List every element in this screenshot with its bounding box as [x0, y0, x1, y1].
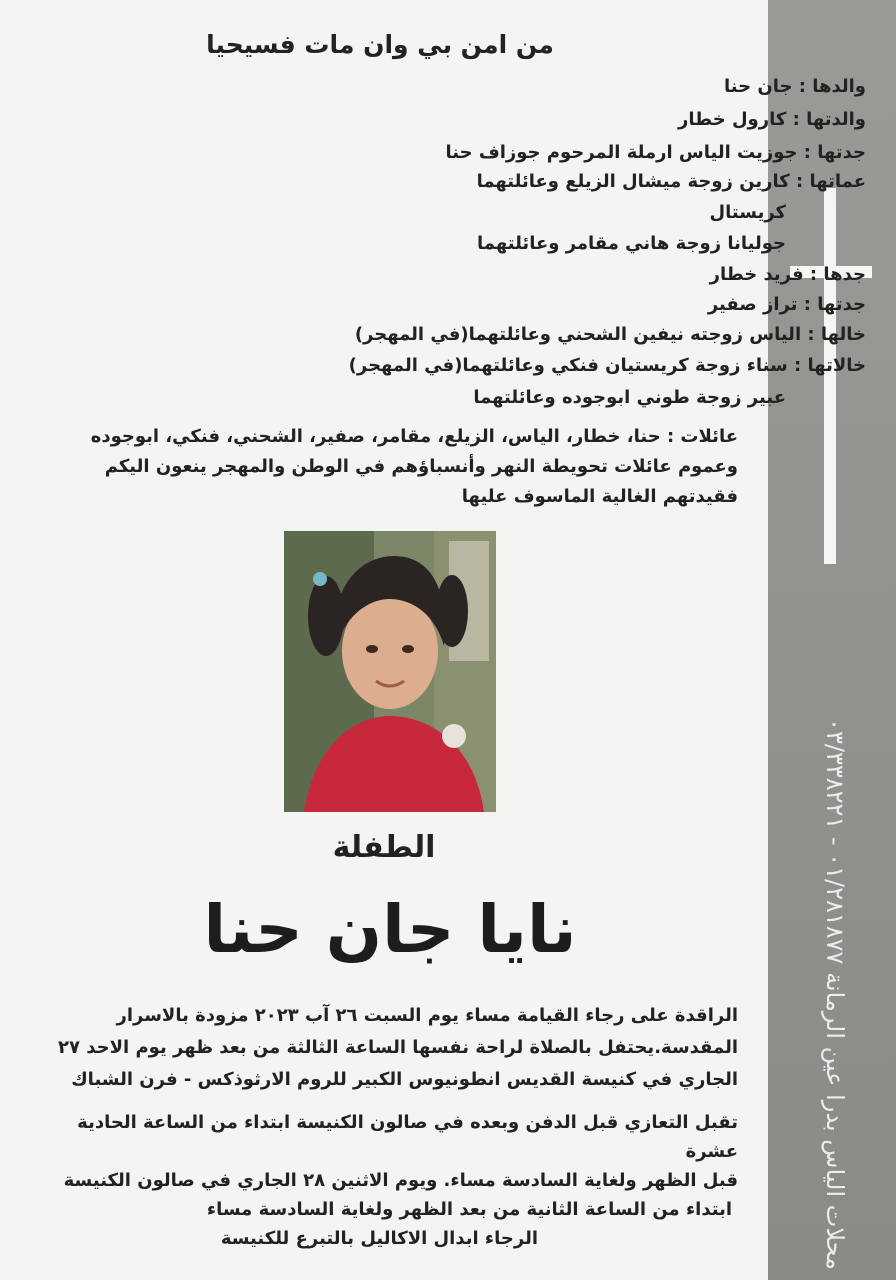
relative-line: خالها : الياس زوجته نيفين الشحني وعائلتهما(في المهجر)	[354, 324, 866, 345]
condolences-line: قبل الظهر ولغاية السادسة مساء. ويوم الاثنين ٢٨ الجاري في صالون الكنيسة	[63, 1170, 738, 1191]
relative-line-continued: عبير زوجة طوني ابوجوده وعائلتهما	[473, 387, 786, 408]
relative-line: جدتها : تراز صفير	[707, 294, 866, 315]
relative-line: خالاتها : سناء زوجة كريستيان فنكي وعائلتهما(في المهجر)	[348, 355, 866, 376]
relative-line: عماتها : كارين زوجة ميشال الزيلع وعائلتهما	[476, 171, 866, 192]
relative-line: جدها : فريد خطار	[709, 264, 866, 285]
condolences-line: ابتداء من الساعة الثانية من بعد الظهر ولغاية السادسة مساء	[206, 1199, 732, 1220]
families-announcement: عائلات : حنا، خطار، الياس، الزيلع، مقامر، صفير، الشحني، فنكي، ابوجوده وعموم عائلات تحويطة النهر وأنسباؤهم في الوطن والمهجر ينعون اليكم فقيدتهم الغالية الماسوف عليها	[90, 426, 738, 507]
condolences-line: تقبل التعازي قبل الدفن وبعده في صالون الكنيسة ابتداء من الساعة الحادية عشرة	[77, 1112, 738, 1162]
deceased-name: نايا جان حنا	[203, 891, 577, 968]
bible-verse-title: من امن بي وان مات فسيحيا	[206, 30, 554, 59]
funeral-details: الراقدة على رجاء القيامة مساء يوم السبت ٢٦ آب ٢٠٢٣ مزودة بالاسرار المقدسة.يحتفل بالصلاة لراحة نفسها الساعة الثالثة من بعد ظهر يوم الاحد ٢٧ الجاري في كنيسة القديس انطونيوس الكبير للروم الارثوذكس - فرن الشباك	[58, 1005, 738, 1090]
deceased-photo	[284, 531, 496, 812]
condolences-details	[40, 1108, 738, 1253]
relative-line-continued: جوليانا زوجة هاني مقامر وعائلتهما	[477, 233, 786, 254]
relative-line: جدتها : جوزيت الياس ارملة المرحوم جوزاف حنا	[445, 142, 866, 163]
deceased-title: الطفلة	[332, 830, 436, 865]
relative-line-continued: كريستال	[709, 202, 786, 223]
shop-contact: محلات الياس بدرا عين الرمانة ٠١/٢٨١٨٧٧ - ٠٣/٣٣٨٢٢١	[821, 718, 849, 1270]
relative-line: والدها : جان حنا	[724, 76, 866, 97]
relative-line: والدتها : كارول خطار	[678, 109, 866, 130]
condolences-line: الرجاء ابدال الاكاليل بالتبرع للكنيسة	[220, 1228, 538, 1249]
